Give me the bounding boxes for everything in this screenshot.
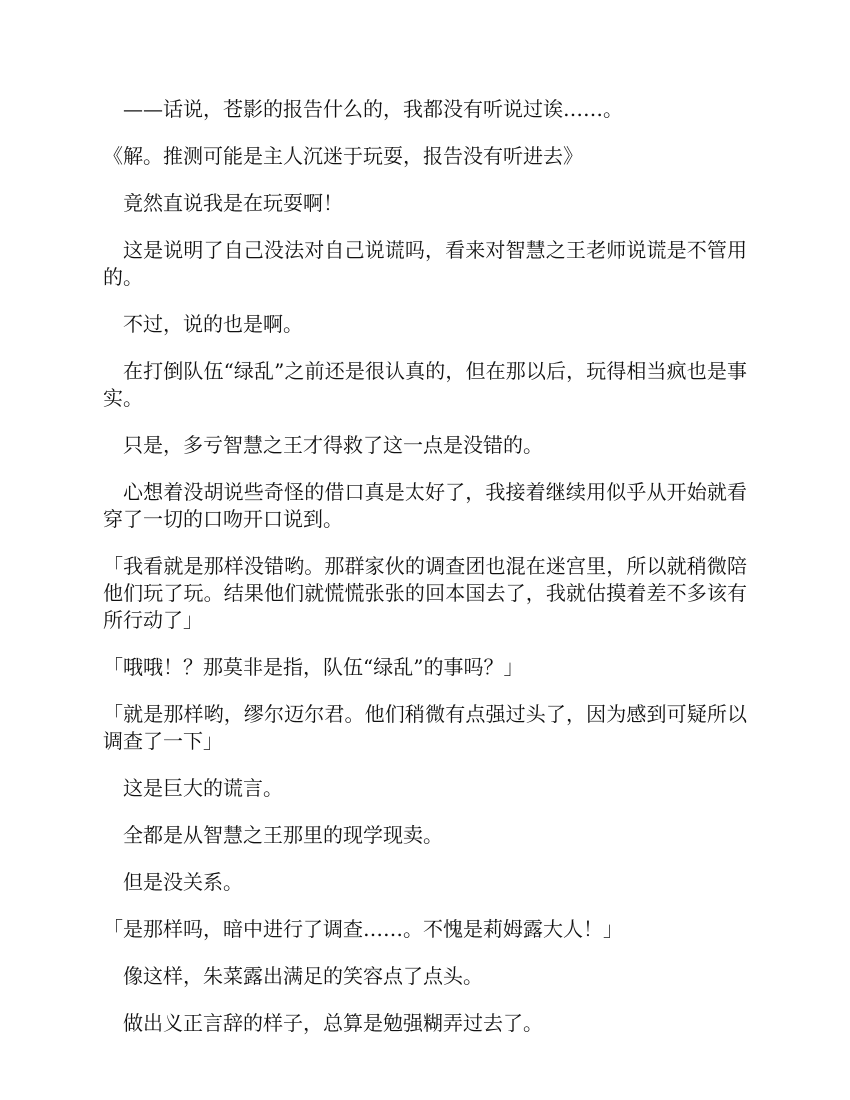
paragraph: 《解。推测可能是主人沉迷于玩耍，报告没有听进去》 <box>103 144 583 168</box>
paragraph: 只是，多亏智慧之王才得救了这一点是没错的。 <box>123 433 543 457</box>
paragraph: 「哦哦！？那莫非是指，队伍“绿乱”的事吗？」 <box>103 655 524 679</box>
paragraph: 「我看就是那样没错哟。那群家伙的调查团也混在迷宫里，所以就稍微陪他们玩了玩。结果他们就慌慌张张的回本国去了，我就估摸着差不多该有所行动了」 <box>103 554 747 632</box>
paragraph: 全都是从智慧之王那里的现学现卖。 <box>123 823 443 847</box>
paragraph: 心想着没胡说些奇怪的借口真是太好了，我接着继续用似乎从开始就看穿了一切的口吻开口说到。 <box>103 480 747 531</box>
paragraph: ——话说，苍影的报告什么的，我都没有听说过诶……。 <box>123 97 623 121</box>
paragraph: 「就是那样哟，缪尔迈尔君。他们稍微有点强过头了，因为感到可疑所以调查了一下」 <box>103 702 747 753</box>
paragraph: 在打倒队伍“绿乱”之前还是很认真的，但在那以后，玩得相当疯也是事实。 <box>103 359 747 410</box>
paragraph: 但是没关系。 <box>123 870 243 894</box>
paragraph: 像这样，朱菜露出满足的笑容点了点头。 <box>123 964 483 988</box>
paragraph: 这是巨大的谎言。 <box>123 776 283 800</box>
paragraph: 这是说明了自己没法对自己说谎吗，看来对智慧之王老师说谎是不管用的。 <box>103 238 747 289</box>
document-body <box>103 96 747 1057</box>
paragraph: 「是那样吗，暗中进行了调查……。不愧是莉姆露大人！」 <box>103 917 623 941</box>
paragraph: 不过，说的也是啊。 <box>123 312 303 336</box>
paragraph: 竟然直说我是在玩耍啊！ <box>123 191 343 215</box>
paragraph: 做出义正言辞的样子，总算是勉强糊弄过去了。 <box>123 1011 543 1035</box>
